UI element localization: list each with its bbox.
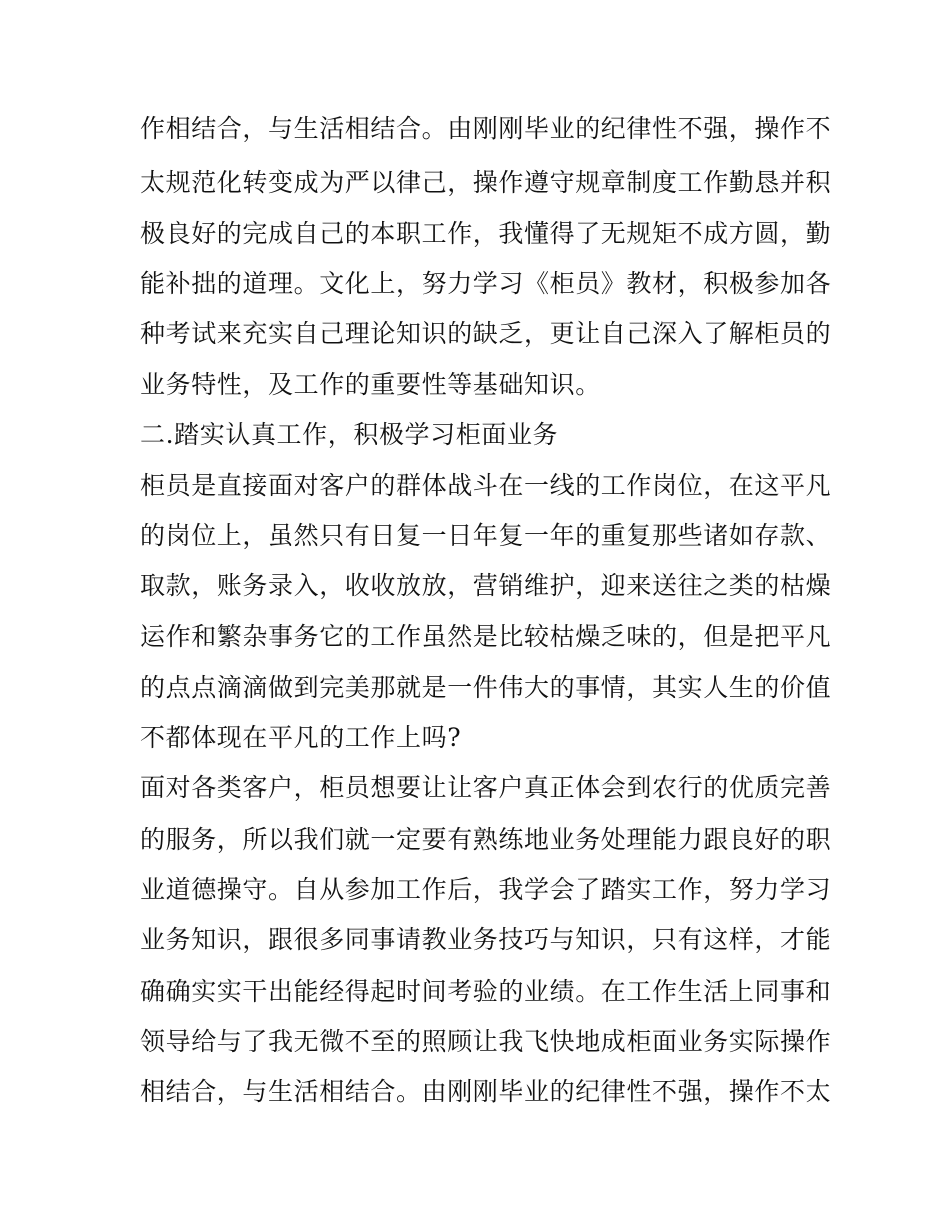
- text-line: 业务特性，及工作的重要性等基础知识。: [140, 370, 601, 399]
- text-line: 业道德操守。自从参加工作后，我学会了踏实工作，努力学习: [140, 875, 832, 904]
- text-line: 柜员是直接面对客户的群体战斗在一线的工作岗位，在这平凡: [140, 471, 832, 500]
- text-line: 极良好的完成自己的本职工作，我懂得了无规矩不成方圆，勤: [140, 219, 832, 248]
- section-heading: 二.踏实认真工作，积极学习柜面业务: [140, 420, 559, 449]
- text-line: 的服务，所以我们就一定要有熟练地业务处理能力跟良好的职: [140, 825, 832, 854]
- text-line: 业务知识，跟很多同事请教业务技巧与知识，只有这样，才能: [140, 925, 832, 954]
- text-line: 运作和繁杂事务它的工作虽然是比较枯燥乏味的，但是把平凡: [140, 622, 832, 651]
- text-line: 确确实实干出能经得起时间考验的业绩。在工作生活上同事和: [140, 977, 832, 1006]
- text-line: 能补拙的道理。文化上，努力学习《柜员》教材，积极参加各: [140, 269, 832, 298]
- text-line: 种考试来充实自己理论知识的缺乏，更让自己深入了解柜员的: [140, 319, 832, 348]
- text-line: 的岗位上，虽然只有日复一日年复一年的重复那些诸如存款、: [140, 521, 832, 550]
- text-line: 作相结合，与生活相结合。由刚刚毕业的纪律性不强，操作不: [140, 114, 832, 143]
- text-line: 相结合，与生活相结合。由刚刚毕业的纪律性不强，操作不太: [140, 1077, 832, 1106]
- text-line: 领导给与了我无微不至的照顾让我飞快地成柜面业务实际操作: [140, 1027, 832, 1056]
- text-line: 太规范化转变成为严以律己，操作遵守规章制度工作勤恳并积: [140, 168, 832, 197]
- text-line: 不都体现在平凡的工作上吗?: [140, 723, 462, 752]
- text-line: 面对各类客户，柜员想要让让客户真正体会到农行的优质完善: [140, 773, 832, 802]
- text-line: 取款，账务录入，收收放放，营销维护，迎来送往之类的枯燥: [140, 571, 832, 600]
- text-line: 的点点滴滴做到完美那就是一件伟大的事情，其实人生的价值: [140, 673, 832, 702]
